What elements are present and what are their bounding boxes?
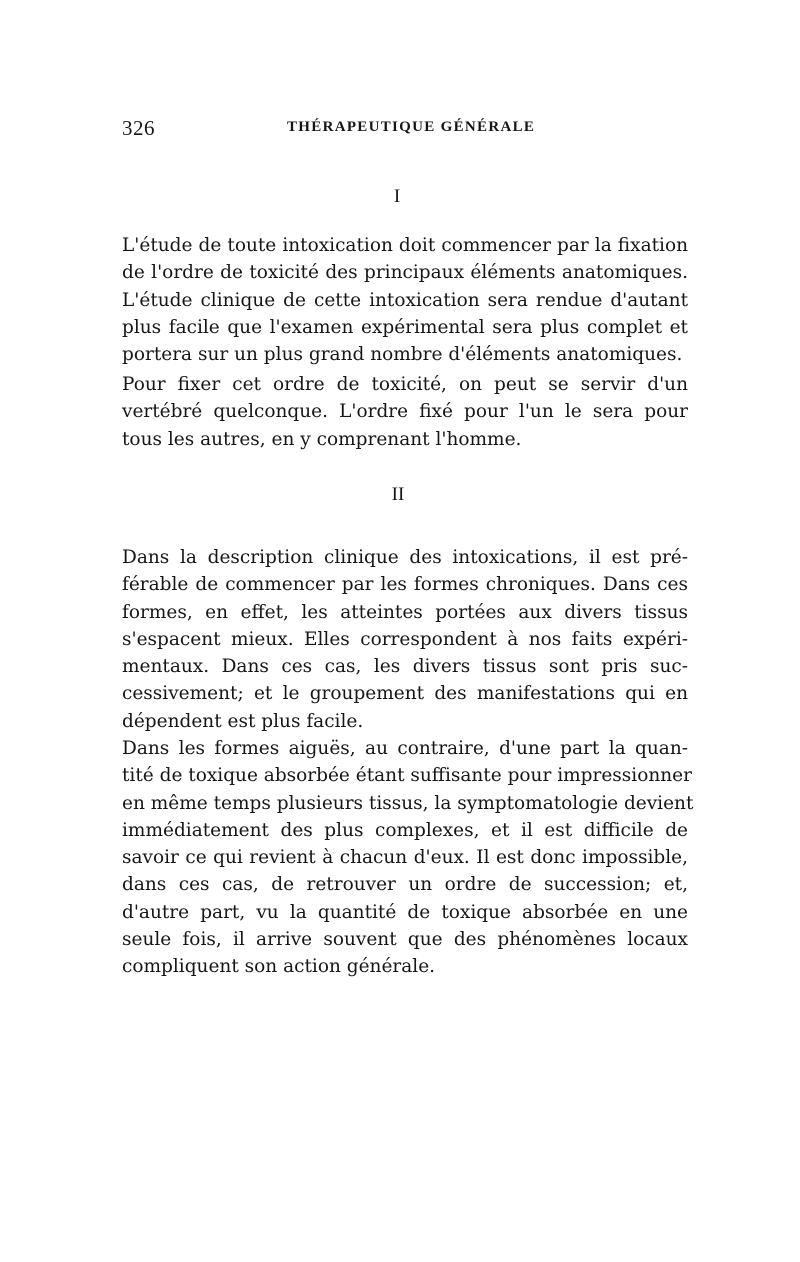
text-line: immédiatement des plus complexes, et il est difficile de: [122, 819, 688, 841]
text-line: L'étude de toute intoxication doit commencer par la fixation: [122, 235, 688, 256]
text-line: de l'ordre de toxicité des principaux éléments anatomiques.: [122, 262, 688, 284]
text-line: cessivement; et le groupement des manifestations qui en: [122, 683, 688, 705]
page-header: [122, 116, 688, 142]
text-line: formes, en effet, les atteintes portées aux divers tissus: [122, 601, 688, 623]
text-line: Dans la description clinique des intoxications, il est pré-: [122, 547, 688, 568]
section-heading-ii: II: [391, 484, 405, 505]
text-line: en même temps plusieurs tissus, la symptomatologie devient: [122, 792, 694, 814]
text-line: portera sur un plus grand nombre d'éléments anatomiques.: [122, 344, 683, 365]
text-line: s'espacent mieux. Elles correspondent à nos faits expéri-: [122, 628, 688, 650]
text-line: dans ces cas, de retrouver un ordre de succession; et,: [122, 874, 688, 896]
text-line: tous les autres, en y comprenant l'homme.: [122, 428, 522, 450]
paragraph: [122, 232, 688, 368]
text-line: mentaux. Dans ces cas, les divers tissus sont pris suc-: [122, 656, 688, 677]
text-line: seule fois, il arrive souvent que des phénomènes locaux: [122, 928, 688, 950]
text-line: tité de toxique absorbée étant suffisante pour impressionner: [122, 765, 692, 787]
running-title: THÉRAPEUTIQUE GÉNÉRALE: [287, 119, 536, 135]
paragraph: [122, 544, 688, 735]
text-line: férable de commencer par les formes chroniques. Dans ces: [122, 574, 688, 596]
section-heading-i: I: [393, 186, 401, 207]
page-number: 326: [122, 116, 155, 140]
text-line: savoir ce qui revient à chacun d'eux. Il est donc impossible,: [122, 847, 688, 868]
paragraph: [122, 735, 694, 980]
text-line: L'étude clinique de cette intoxication sera rendue d'autant: [122, 289, 688, 311]
text-line: plus facile que l'examen expérimental sera plus complet et: [122, 316, 688, 338]
text-line: d'autre part, vu la quantité de toxique absorbée en une: [122, 901, 688, 923]
text-line: vertébré quelconque. L'ordre fixé pour l'un le sera pour: [122, 401, 688, 423]
paragraph: [122, 371, 688, 453]
text-line: Dans les formes aiguës, au contraire, d'une part la quan-: [122, 738, 688, 759]
text-line: dépendent est plus facile.: [122, 710, 364, 732]
text-line: compliquent son action générale.: [122, 956, 436, 977]
text-line: Pour fixer cet ordre de toxicité, on peut se servir d'un: [122, 374, 688, 395]
